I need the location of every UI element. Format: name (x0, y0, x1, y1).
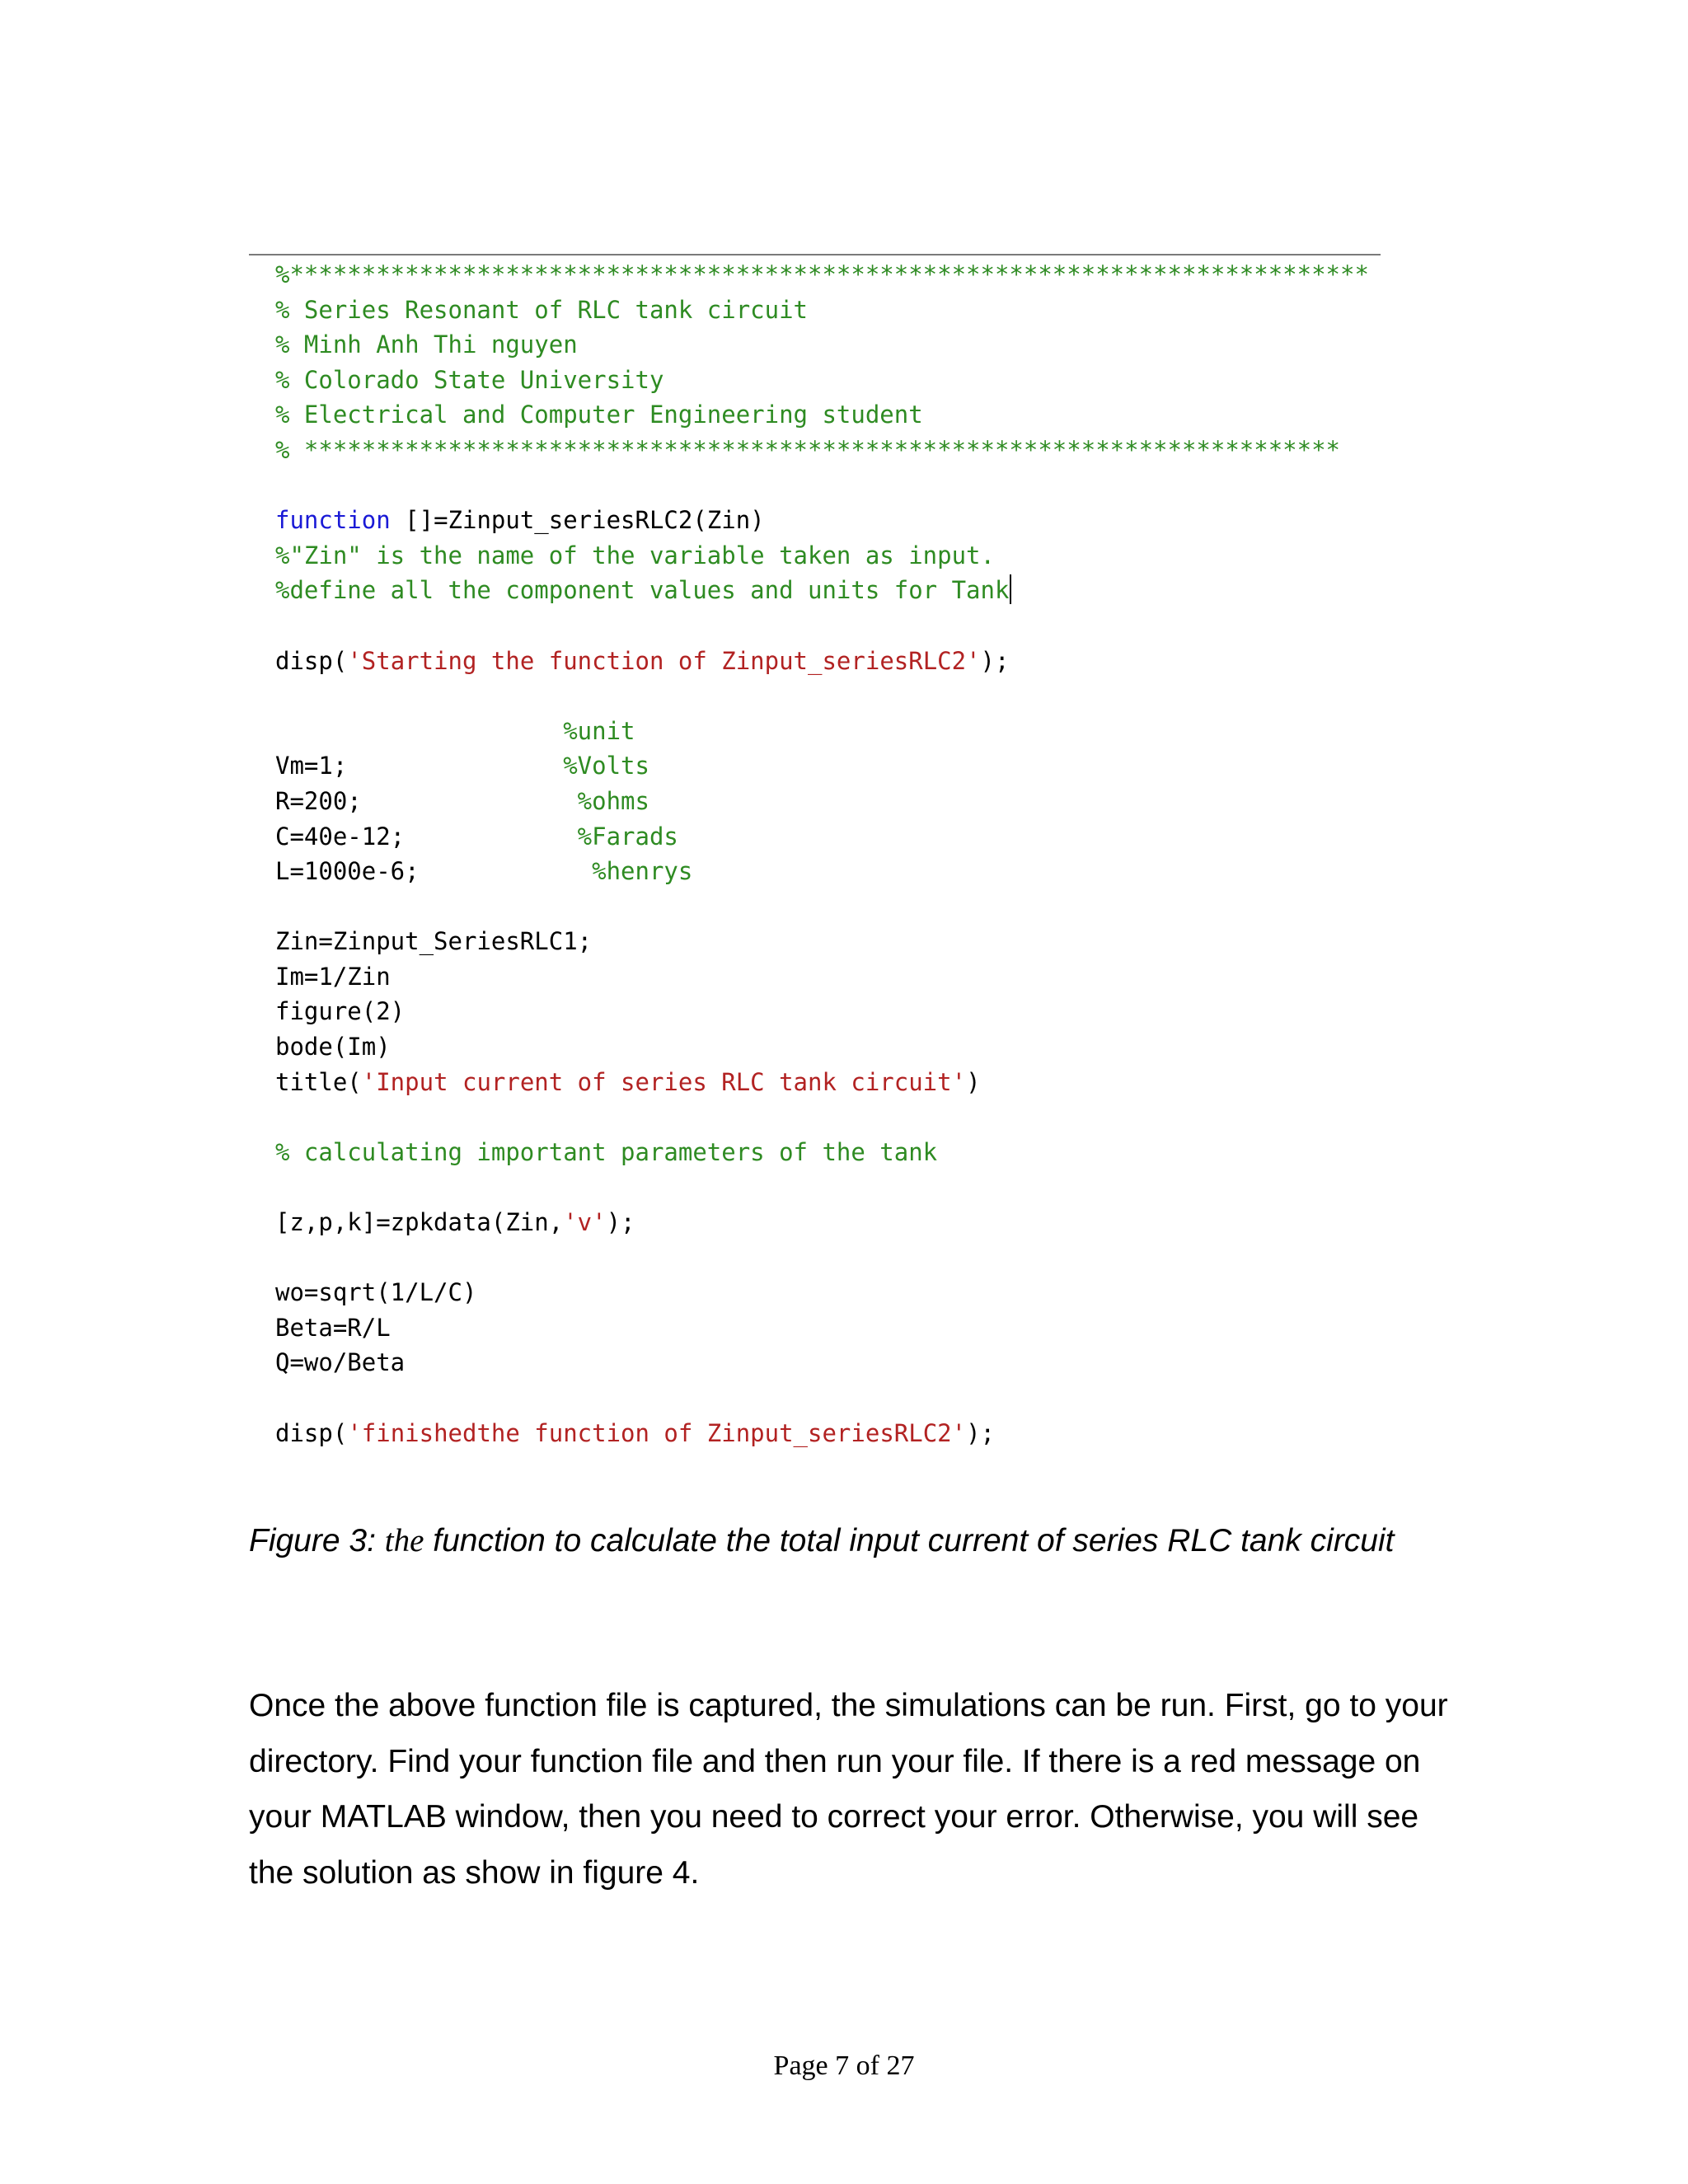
code-line (275, 468, 1380, 504)
code-text: ); (606, 1208, 635, 1237)
code-line (275, 1240, 1380, 1276)
code-comment: %Volts (563, 752, 649, 780)
code-text: R=200; (275, 786, 578, 815)
code-line (275, 397, 1380, 433)
code-line (275, 573, 1380, 608)
code-line (275, 1205, 1380, 1240)
caption-serif-word: the (384, 1523, 424, 1558)
code-comment: %henrys (592, 857, 693, 886)
code-text: ) (966, 1067, 981, 1096)
code-line (275, 1310, 1380, 1346)
code-comment: %Farads (577, 822, 678, 851)
code-comment: % calculating important parameters of the tank (275, 1137, 938, 1166)
code-text: title( (275, 1067, 362, 1096)
code-line (275, 1099, 1380, 1135)
code-text: L=1000e-6; (275, 857, 593, 886)
code-line (275, 538, 1380, 574)
code-comment: % Minh Anh Thi nguyen (275, 330, 578, 359)
figure-caption (249, 1513, 1436, 1568)
code-line (275, 1065, 1380, 1100)
code-line (275, 748, 1380, 784)
code-line (275, 1135, 1380, 1170)
code-line (275, 503, 1380, 538)
code-text: Vm=1; (275, 752, 564, 780)
code-text: Im=1/Zin (275, 962, 391, 991)
code-keyword: function (275, 506, 391, 535)
caption-rest: function to calculate the total input current of series RLC tank circuit (424, 1523, 1395, 1558)
code-comment: % Electrical and Computer Engineering student (275, 401, 923, 429)
code-string: 'v' (563, 1208, 607, 1237)
code-text: Q=wo/Beta (275, 1348, 406, 1377)
code-comment: % Colorado State University (275, 365, 664, 394)
code-comment: %"Zin" is the name of the variable taken as input. (275, 541, 995, 569)
header-rule (249, 254, 1381, 255)
code-line (275, 293, 1380, 328)
text-cursor (1010, 574, 1011, 604)
code-comment: %define all the component values and units for Tank (275, 576, 1010, 605)
code-line (275, 1416, 1380, 1451)
page-number-footer: Page 7 of 27 (773, 2050, 915, 2081)
code-line (275, 819, 1380, 855)
code-line (275, 924, 1380, 959)
code-string: 'Starting the function of Zinput_seriesRLC2' (347, 646, 981, 675)
code-line (275, 433, 1380, 468)
code-line (275, 678, 1380, 714)
code-comment: % ************************************************************************ (275, 435, 1341, 464)
code-line (275, 608, 1380, 644)
matlab-code-listing (275, 257, 1380, 1451)
code-comment: %ohms (577, 786, 649, 815)
code-line (275, 1380, 1380, 1416)
code-text: ); (980, 646, 1010, 675)
code-line (275, 959, 1380, 995)
code-comment: % Series Resonant of RLC tank circuit (275, 295, 809, 324)
code-comment: %unit (563, 716, 635, 745)
caption-prefix: Figure 3: (249, 1523, 385, 1558)
code-text: bode(Im) (275, 1033, 391, 1062)
body-paragraph: Once the above function file is captured, the simulations can be run. First, go to your directory. Find your function file and then run your file. If there is a red message on your MATLAB window, then you need to correct your error. Otherwise, you will see the solution as show in figure 4. (249, 1688, 1448, 1891)
code-text: [z,p,k]=zpkdata(Zin, (275, 1208, 564, 1237)
code-text: []=Zinput_seriesRLC2(Zin) (390, 506, 765, 535)
code-text: Beta=R/L (275, 1313, 391, 1342)
code-line (275, 889, 1380, 925)
code-text: disp( (275, 646, 348, 675)
code-line (275, 1345, 1380, 1380)
code-line (275, 644, 1380, 679)
code-line (275, 1169, 1380, 1205)
code-text: wo=sqrt(1/L/C) (275, 1278, 477, 1307)
code-text: disp( (275, 1418, 348, 1447)
code-text: ); (966, 1418, 995, 1447)
code-text: figure(2) (275, 997, 406, 1026)
code-line (275, 327, 1380, 363)
code-string: 'Input current of series RLC tank circuit' (361, 1067, 967, 1096)
code-line (275, 994, 1380, 1029)
code-comment: %*************************************************************************** (275, 260, 1369, 288)
code-line (275, 1029, 1380, 1065)
code-text (275, 717, 563, 745)
code-line (275, 784, 1380, 819)
code-text: Zin=Zinput_SeriesRLC1; (275, 927, 593, 956)
code-line (275, 363, 1380, 398)
code-text: C=40e-12; (275, 822, 578, 851)
code-line (275, 257, 1380, 293)
code-line (275, 1275, 1380, 1310)
code-string: 'finishedthe function of Zinput_seriesRLC2' (347, 1418, 967, 1447)
code-line (275, 854, 1380, 889)
code-line (275, 714, 1380, 749)
